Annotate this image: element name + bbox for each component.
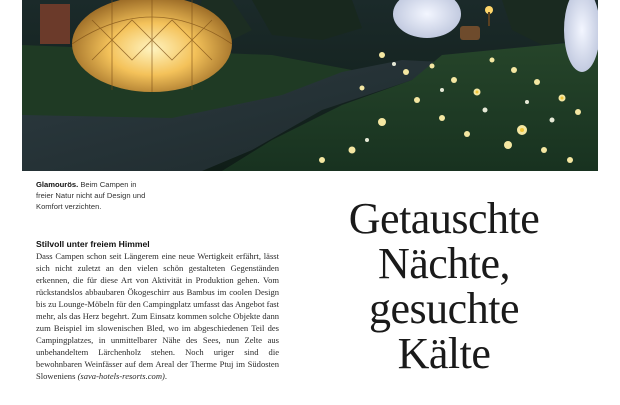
glamping-photo bbox=[22, 0, 598, 171]
photo-caption bbox=[36, 179, 148, 212]
headline-line-4: Kälte bbox=[397, 329, 491, 378]
article-end: . bbox=[164, 371, 167, 381]
caption-title: Glamourös. bbox=[36, 180, 79, 189]
article-heading: Stilvoll unter freiem Himmel bbox=[36, 239, 150, 249]
headline bbox=[306, 196, 582, 376]
headline-line-1: Getauschte bbox=[348, 194, 540, 243]
article-url: (sava-hotels-resorts.com) bbox=[77, 371, 165, 381]
caption-text: Beim Campen in freier Natur nicht auf Design und Komfort verzichten. bbox=[36, 180, 146, 211]
article-body bbox=[36, 250, 279, 382]
headline-line-2: Nächte, bbox=[377, 239, 511, 288]
headline-line-3: gesuchte bbox=[369, 284, 519, 333]
article-column bbox=[36, 238, 279, 382]
article-body-text: Dass Campen schon seit Längerem eine neue Wertigkeit erfährt, lässt sich nicht zuletzt an den vielen schön gestalteten Gegenständen erkennen, die für diese Art von Aktivität in Produktion gehen. Vom rückstandslos abbaubaren Ökogeschirr aus Bambus im coolen Design bis zu Lounge-Möbeln für den Campingplatz umfasst das Angebot fast mehr, als das Herz begehrt. Zum Einsatz kommen solche Objekte dann zum Beispiel im slowenischen Bled, wo im abgeschiedenen Teil des Campingplatzes, in unmittelbarer Nähe des Sees, nun Zelte aus unbehandeltem Lärchenholz stehen. Noch uriger sind die bewohnbaren Weinfässer auf dem Areal der Therme Ptuj im Südosten Sloweniens bbox=[36, 251, 279, 381]
